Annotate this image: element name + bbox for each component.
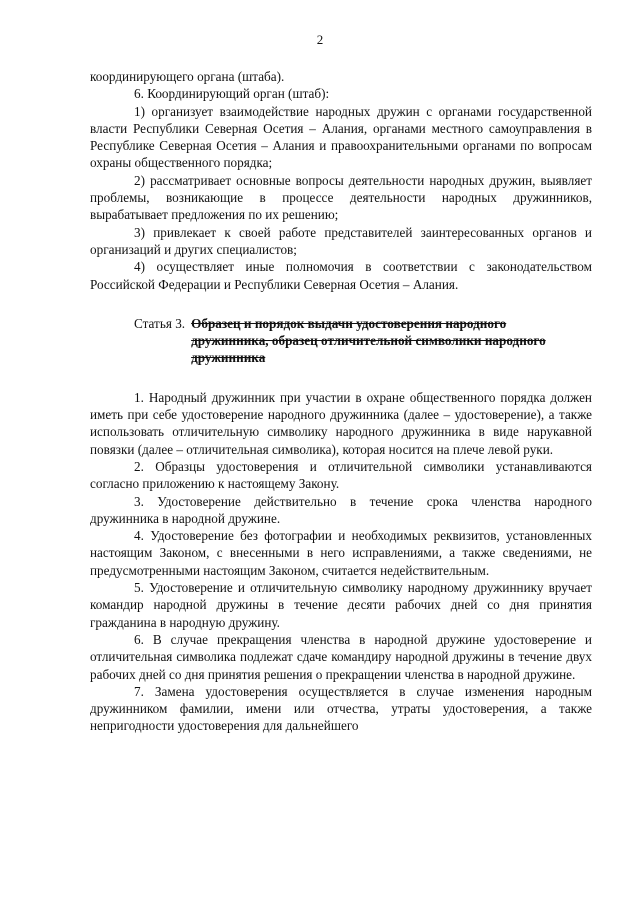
paragraph: 2. Образцы удостоверения и отличительной символики устанавливаются согласно приложению к настоящему Закону.: [90, 458, 592, 492]
article-label: Статья 3.: [134, 315, 186, 331]
paragraph: 1. Народный дружинник при участии в охране общественного порядка должен иметь при себе удостоверение народного дружинника (далее – удостоверение), а также использовать отличительную символику народного дружинника в виде нарукавной повязки (далее – отличительная символика), которая носится на плече левой руки.: [90, 389, 592, 457]
paragraph: координирующего органа (штаба).: [90, 69, 285, 84]
article-heading: [90, 315, 592, 367]
paragraph: 3) привлекает к своей работе представителей заинтересованных органов и организаций и других специалистов;: [90, 224, 592, 257]
paragraph: 5. Удостоверение и отличительную символику народному дружиннику вручает командир народной дружины в течение десяти рабочих дней со дня принятия гражданина в народную дружину.: [90, 580, 592, 630]
paragraph: 4. Удостоверение без фотографии и необходимых реквизитов, установленных настоящим Законом, с внесенными в него исправлениями, а также сведениями, не предусмотренными настоящим Законом, считается недействительным.: [90, 528, 592, 578]
paragraph: 6. Координирующий орган (штаб):: [134, 86, 330, 102]
paragraph: 3. Удостоверение действительно в течение срока членства народного дружинника в народной дружине.: [90, 493, 592, 526]
paragraph: 1) организует взаимодействие народных дружин с органами государственной власти Республики Северная Осетия – Алания, органами местного самоуправления в Республике Северная Осетия – Алания и правоохранительными органами по вопросам охраны общественного порядка;: [90, 103, 592, 171]
paragraph: 4) осуществляет иные полномочия в соответствии с законодательством Российской Федерации и Республики Северная Осетия – Алания.: [90, 259, 592, 292]
paragraph: 7. Замена удостоверения осуществляется в случае изменения народным дружинником фамилии, имени или отчества, утраты удостоверения, а также непригодности удостоверения для дальнейшего: [90, 683, 592, 734]
paragraph: 2) рассматривает основные вопросы деятельности народных дружин, выявляет проблемы, возникающие в процессе деятельности народных дружинников, вырабатывает предложения по их решению;: [90, 172, 592, 223]
article-title: Образец и порядок выдачи удостоверения народного дружинника, образец отличительной символики народного дружинника: [191, 315, 546, 366]
paragraph: 6. В случае прекращения членства в народной дружине удостоверение и отличительная символика подлежат сдаче командиру народной дружины в течение двух рабочих дней со дня принятия решения о прекращении членства в народной дружине.: [90, 631, 592, 682]
page-number: 2: [316, 32, 324, 47]
document-body: [90, 68, 592, 735]
